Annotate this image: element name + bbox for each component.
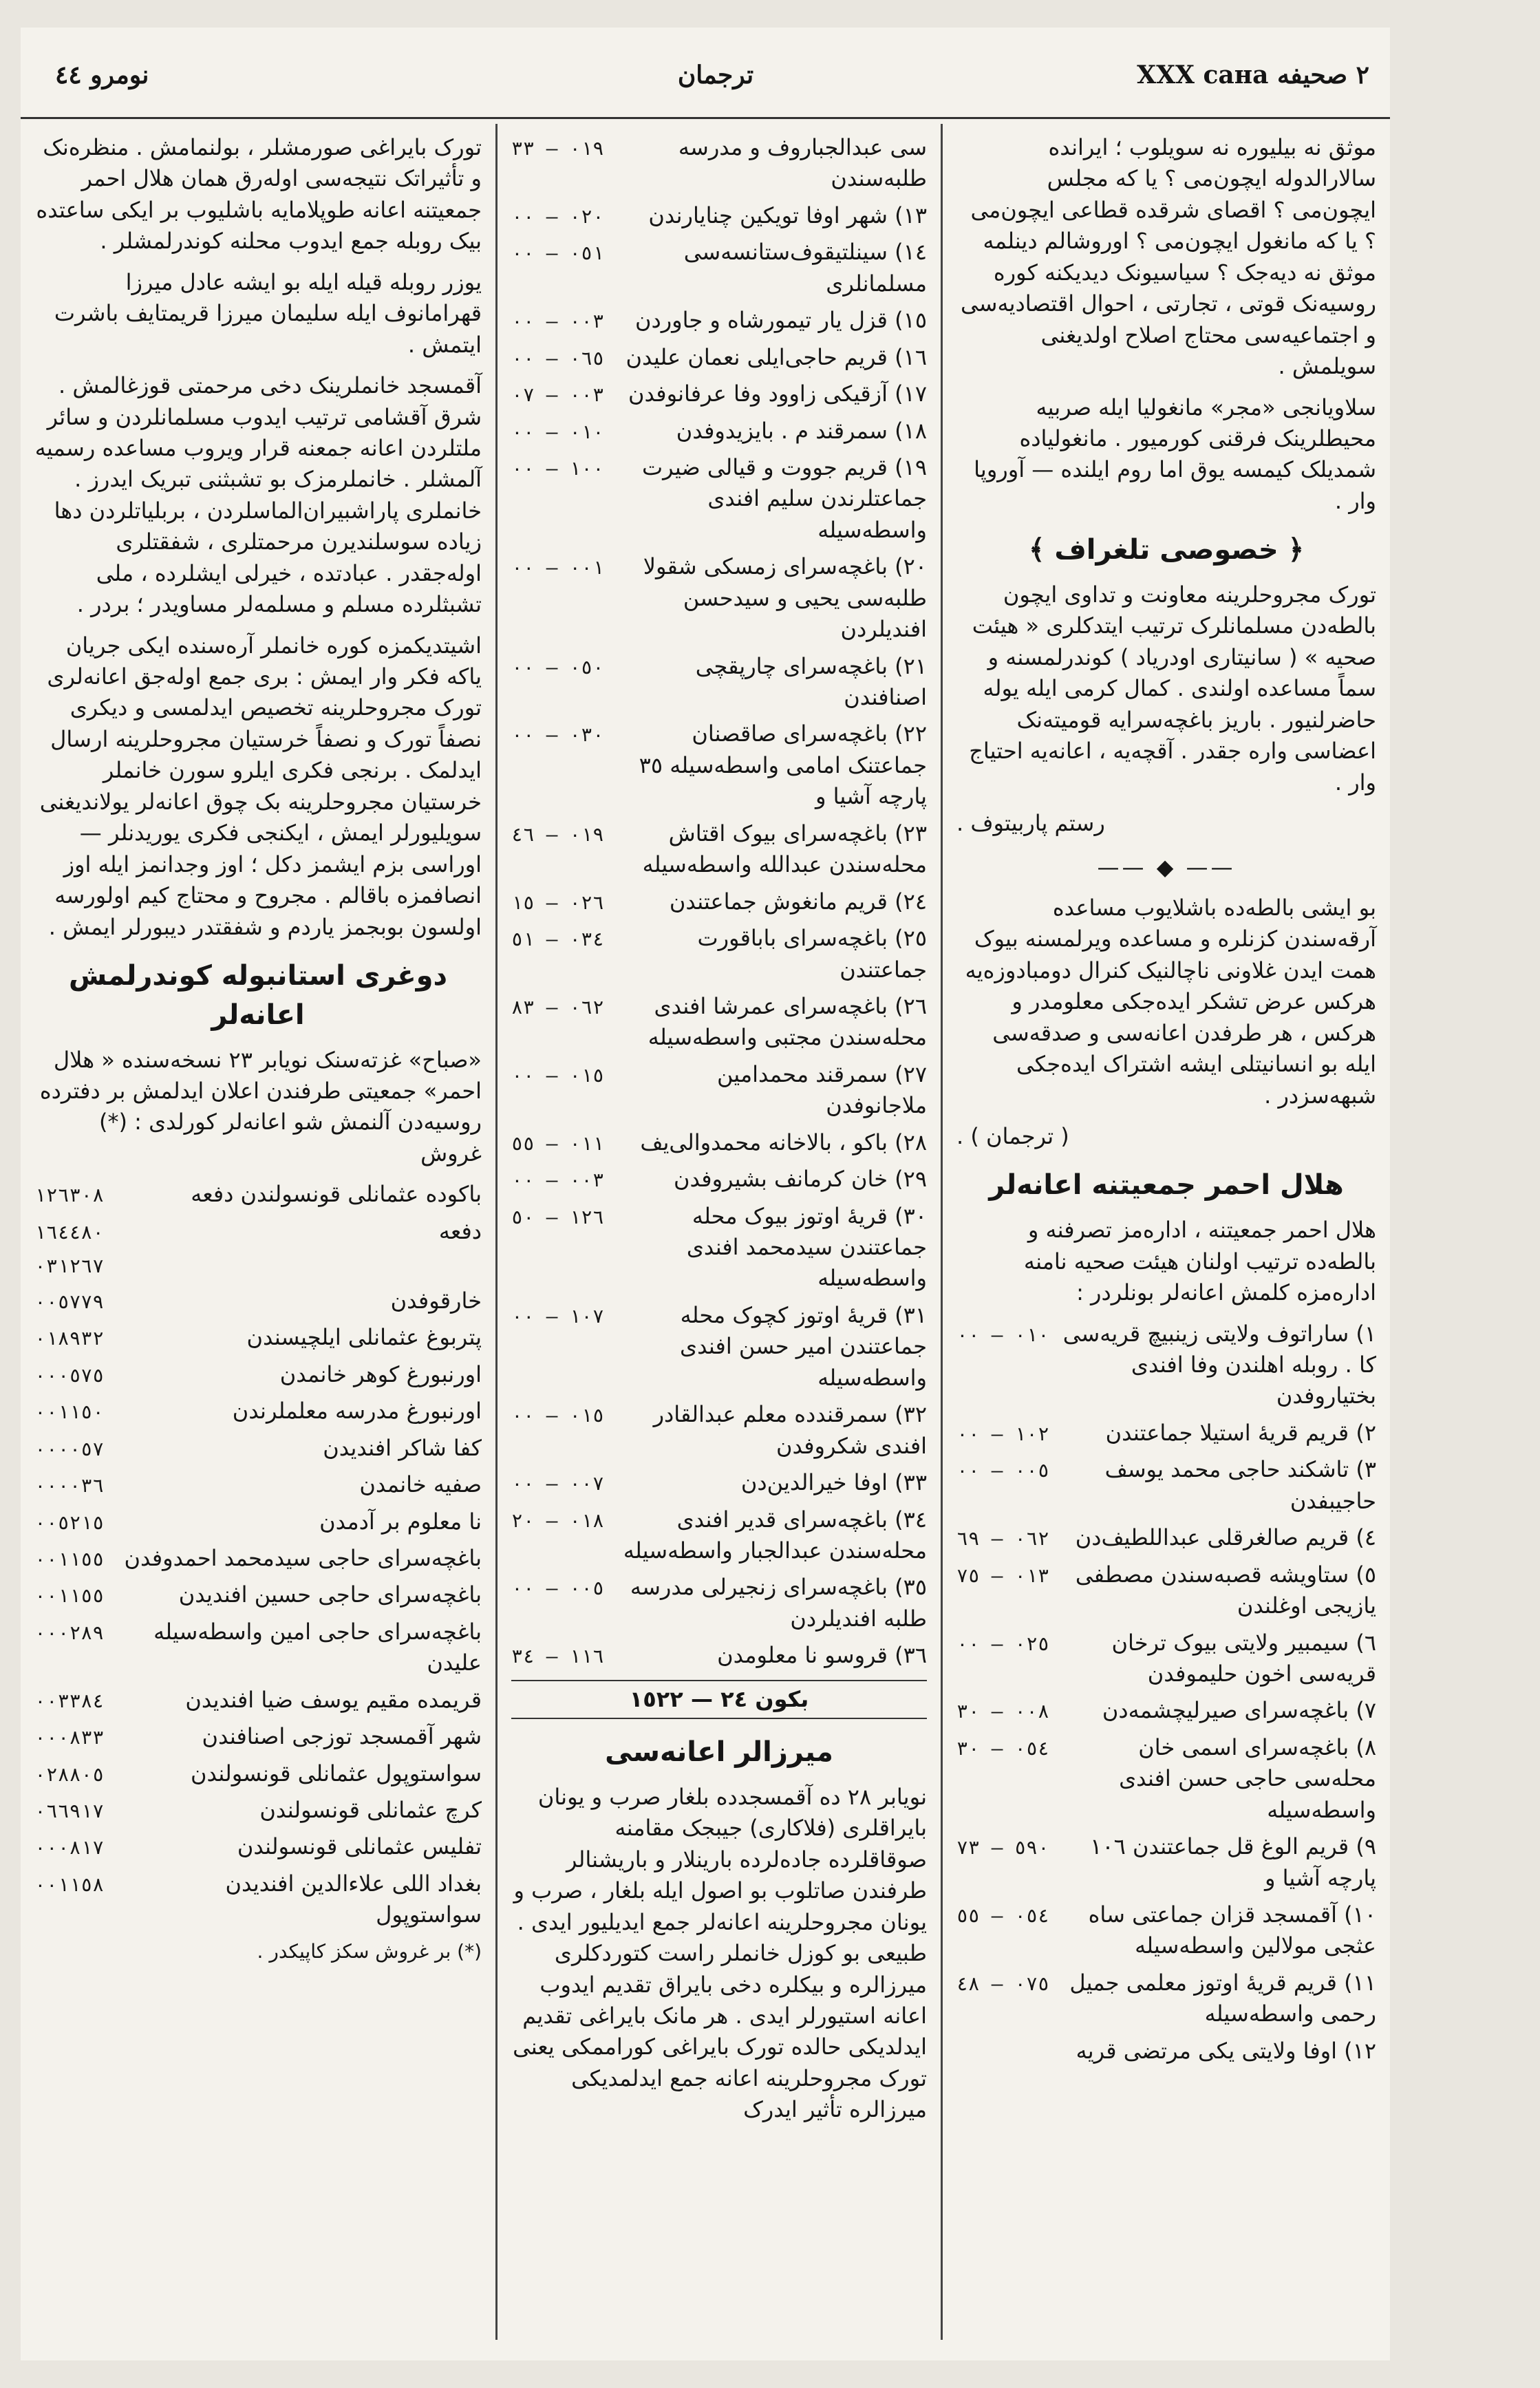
paragraph: تورک مجروحلرینه معاونت و تداوی ایچون بالطه‌دن مسلمانلرک ترتیب ایتدکلری « هیئت صحیه » ( سانیتاری اودریاد ) کوندرلمسنه و سماً مساعده اولندی . کمال کرمی ایله یوله حاضرلنیور . باریز باغچه‌سرایه قومیته‌نک اعضاسی واره جقدر . آقچه‌یه ، اعانه‌یه احتیاج وار . [969, 582, 1376, 796]
donor-name: سواستوپول عثمانلی قونسولندن [191, 1760, 482, 1787]
donor-name: ٣٤) باغچه‌سرای قدیر افندی‌ محله‌سندن عبدالجبار واسطه‌سیله [623, 1506, 927, 1564]
donor-name: ٣٠) قریهٔ اوتوز بیوک محله جماعتندن سیدمحمد افندی واسطه‌سیله [686, 1202, 927, 1292]
donation-amount: ٠٣١٢٦٧ [34, 1255, 105, 1278]
donor-name: ٥) ستاویشه قصبه‌سندن مصطفی یازیجی اوغلندن [1075, 1561, 1376, 1619]
donor-name: پتربوغ عثمانلی ایلچیسندن [246, 1324, 482, 1351]
donor-name: ٩) قریم الوغ قل جماعتندن ١٠٦ پارچه آشیا و [1090, 1833, 1376, 1891]
donor-name: ٣٢) سمرقندده معلم عبدالقادر افندی شکروفدن [653, 1401, 927, 1459]
donation-item [34, 1433, 482, 1464]
donation-amount: ١٠٢ — ٠٠ [956, 1422, 1049, 1445]
donor-name: سی عبدالجباروف و مدرسه طلبه‌سندن [678, 134, 927, 192]
donor-name: ١٩) قریم جووت و قیالی ضیرت جماعتلرندن سلیم افندی واسطه‌سیله [642, 454, 927, 543]
donor-name: ٣٥) باغچه‌سرای زنجیرلی مدرسه طلبه افندیلردن [630, 1574, 927, 1632]
section-title-mirzas: میرزالر اعانه‌سی [605, 1736, 833, 1769]
donation-item [956, 2036, 1376, 2067]
donation-amount: ٠٦٦٩١٧ [34, 1800, 105, 1823]
donation-item [34, 1216, 482, 1247]
donor-name: ٣١) قریهٔ اوتوز کچوک محله جماعتندن امیر حسن افندی واسطه‌سیله [680, 1301, 927, 1391]
donor-name: ١٦) قریم حاجی‌ایلی نعمان علیدن [625, 343, 927, 370]
donation-item [511, 305, 927, 336]
donation-amount: ٠٠١ — ٠٠ [511, 556, 604, 579]
donation-amount: ٠٠٠٠٣٦ [34, 1474, 105, 1497]
donation-item [511, 1640, 927, 1671]
donation-amount: ٠٥٠ — ٠٠ [511, 655, 604, 679]
donation-amount: ٠٠٥٢١٥ [34, 1511, 105, 1534]
donation-item [511, 237, 927, 299]
donation-item [34, 1286, 482, 1316]
paragraph: سلاویانجی «مجر» مانغولیا ایله صربیه محیطلرینک فرقنی کورمیور . مانغولیاده شمدیلک کیمسه یوق اما روم ایلنده — آوروپا وار . [974, 394, 1376, 514]
donation-item [511, 1572, 927, 1634]
donation-amount: ٠١٠ — ٠٠ [511, 420, 604, 443]
donor-name: بغداد اللی علاءالدین افندیدن سواستوپول [225, 1870, 482, 1928]
donor-name: باکوده عثمانلی قونسولندن دفعه [191, 1181, 482, 1208]
donation-amount: ١١٦ — ٣٤ [511, 1645, 604, 1668]
donor-name: ١٧) آزقیکی زاوود وفا عرفانوفدن [628, 381, 927, 407]
donor-name: ٢٦) باغچه‌سرای عمرشا افندی محله‌سندن مجتبی واسطه‌سیله [648, 992, 927, 1051]
paragraph: آقمسجد خانملرینک دخی مرحمتی قوزغالمش . شرق آقشامی ترتیب ایدوب مسلمانلردن و سائر ملتلردن اعانه جمعنه قرار ویروب مساعده رسمیه آلمشلر . خانملرمزک بو تشبثنی تبریک ایدرز . خانملری پاراشبیران‌الماسلردن ، بربلیاتلردن دها زیاده سوسلندیرن مرحمتلری ، شفقتلری اوله‌جقدر . عبادتده ، خیرلی ایشلرده ، ملی تشبثلرده مسلم و مسلمه‌لر مساویدر ؛ بردر . [34, 372, 482, 618]
donation-item [34, 1506, 482, 1537]
donor-name: ٤) قریم صالغرقلی عبداللطیف‌دن [1075, 1524, 1376, 1551]
donation-amount: ٠٠٣ — ٠٠ [511, 1169, 604, 1192]
newspaper-page [21, 28, 1390, 2360]
donation-amount: ٠٠١١٥٥ [34, 1584, 105, 1608]
donor-name: ٣٦) قروسو نا معلومدن [717, 1642, 927, 1669]
donation-item [34, 1831, 482, 1862]
donation-amount: ٠١٩ — ٣٣ [511, 137, 604, 160]
donor-name: باغچه‌سرای حاجی سیدمحمد احمدوفدن [124, 1544, 482, 1571]
donation-item [511, 818, 927, 881]
donor-name: ١٠) آقمسجد قزان جماعتی ساه عثجی مولالین واسطه‌سیله [1088, 1901, 1376, 1959]
donor-name: ١٢) اوفا ولایتی یکی مرتضی قریه‌ [1076, 2037, 1376, 2064]
donation-amount: ٠٧٥ — ٤٨ [956, 1972, 1049, 1995]
paragraph: بو ایشی بالطه‌ده باشلایوب مساعده آرقه‌سندن کزنلره و مساعده ویرلمسنه بیوک همت ایدن غلاونی ناچالنیک کنرال دومبادوزه‌یه هرکس عرض تشکر ایده‌جکی معلومدر و هرکس ، هر طرفدن اعانه‌سی و صدقه‌سی ایله بو انسانیتلی ایشه اشتراک ایده‌جکی شبهه‌سزدر . [965, 894, 1376, 1109]
donation-amount: ٠٠٧ — ٠٠ [511, 1472, 604, 1495]
donation-amount: ١٠٠ — ٠٠ [511, 456, 604, 480]
donation-item [956, 1559, 1376, 1622]
donation-list-left [34, 1179, 482, 1931]
donor-name: ١٥) قزل یار تیمورشاه و جاوردن [634, 307, 927, 334]
donation-amount: ٠٢٥ — ٠٠ [956, 1632, 1049, 1655]
donation-amount: ٠١٣ — ٧٥ [956, 1564, 1049, 1587]
donation-amount: ٠١٥ — ٠٠ [511, 1404, 604, 1427]
masthead-title: ترجمان [677, 61, 754, 89]
donor-name: ٨) باغچه‌سرای اسمی خان محله‌سی حاجی حسن افندی واسطه‌سیله [1119, 1734, 1376, 1823]
donation-item [511, 923, 927, 985]
donation-amount: ٠٥٤ — ٥٥ [956, 1904, 1049, 1928]
donation-item [511, 718, 927, 812]
donation-item [34, 1469, 482, 1500]
paragraph: هلال احمر جمعیتنه ، اداره‌مز تصرفنه و بالطه‌ده ترتیب اولنان هیئت صحیه نامنه اداره‌مزه کلمش اعانه‌لر بونلردر : [1023, 1217, 1376, 1306]
donation-item [34, 1685, 482, 1716]
section-title-istanbul: دوغری استانبوله کوندرلمش اعانه‌لر [68, 959, 448, 1031]
donation-item [956, 1522, 1376, 1553]
donation-item [956, 1968, 1376, 2030]
section-title-red-crescent: هلال احمر جمعیتنه اعانه‌لر [989, 1169, 1344, 1202]
donor-name: ٢٤) قریم مانغوش جماعتندن [669, 888, 927, 915]
page-number: XXX сана ٢ صحیفه [1137, 61, 1369, 89]
donation-item [511, 1164, 927, 1195]
donation-amount: ٠٠٣ — ٠٧ [511, 383, 604, 407]
paragraph: موثق نه بیلیوره نه سویلوب ؛ ایرانده سالارالدوله ایچون‌می ؟ یا که مجلس ایچون‌می ؟ اقصای شرقده قطاعی ایچون‌می ؟ یا که مانغول ایچون‌می ؟ اوروشالم دینلمه موثق نه دیه‌جک ؟ سیاسیونک دیدیکنه کوره روسیه‌نک قوتی ، تجارتی ، احوال اقتصادیه‌سی و اجتماعیه‌سی محتاج اصلاح اولدیغنی سویلمش . [961, 134, 1376, 380]
donation-item [511, 651, 927, 714]
donation-item [34, 1322, 482, 1353]
donation-amount: ٠١٥ — ٠٠ [511, 1063, 604, 1087]
donation-item [511, 416, 927, 447]
donation-amount: ٠٥١ — ٠٠ [511, 242, 604, 265]
donation-amount: ٠٠٥ — ٠٠ [511, 1577, 604, 1600]
donor-name: اورنبورغ مدرسه معلملرندن [232, 1398, 482, 1425]
donation-amount: ٠٠١١٥٥ [34, 1547, 105, 1570]
donation-item [34, 1721, 482, 1752]
paragraph: اشیتدیکمزه کوره خانملر آره‌سنده ایکی جریان یاکه فکر وار ایمش : بری جمع اوله‌جق اعانه‌لری تورک مجروحلرینه تخصیص ایدلمسی و دیکری نصفاً تورک و نصفاً خرستیان مجروحلرینه ارسال ایدلمک . برنجی فکری ایلرو سورن خانملر خرستیان مجروحلرینه بک چوق اعانه‌لر یولاندیغنی سویلیورلر ایمش ، ایکنجی فکری یوریدنلر — اوراسی بزم ایشمز دکل ؛ اوز وجدانمز ایله اوز انصافمزه باقالم . مجروح و محتاج کیم اولورسه اولسون بوبجمز یاردم و شفقتدر دیبورلر ایمش . [39, 632, 482, 940]
donor-name: نا معلوم بر آدمدن [319, 1508, 482, 1535]
donation-item [956, 1418, 1376, 1449]
donation-item [34, 1359, 482, 1390]
signature: رستم پاربیتوف . [956, 810, 1105, 837]
donation-item [34, 1396, 482, 1427]
donation-amount: ١٦٤٤٨٠ [34, 1220, 105, 1244]
donation-item [511, 1399, 927, 1462]
paragraph: یوزر روبله قیله ایله بو ایشه عادل میرزا قهرامانوف ایله سلیمان میرزا قریمتایف باشرت ایتمش . [54, 268, 482, 358]
donation-item [34, 1252, 482, 1280]
donation-item [956, 1831, 1376, 1894]
donor-name: تفلیس عثمانلی قونسولندن [237, 1833, 482, 1860]
donation-item [511, 1201, 927, 1294]
donation-amount: ٠٣٠ — ٠٠ [511, 723, 604, 747]
donation-amount: ٠١٨٩٣٢ [34, 1327, 105, 1350]
donor-name: ٢٣) باغچه‌سرای بیوک اقتاش محله‌سندن عبدالله واسطه‌سیله [642, 820, 927, 878]
donor-name: ٣٣) اوفا خیرالدین‌دن [740, 1469, 927, 1496]
donation-amount: ٠٠٥٧٧٩ [34, 1290, 105, 1313]
donation-amount: ٠٠١١٥٠ [34, 1400, 105, 1424]
donation-item [956, 1454, 1376, 1517]
running-total: بکون ٢٤ — ١٥٢٢ [511, 1680, 927, 1719]
page-header [21, 41, 1390, 119]
donor-name: باغچه‌سرای حاجی حسین افندیدن [178, 1581, 482, 1608]
donation-item [511, 1300, 927, 1394]
donor-name: ٢٨) باکو ، بالاخانه محمدوالی‌یف [640, 1129, 927, 1155]
donation-amount: ١٢٦٣٠٨ [34, 1184, 105, 1207]
donation-amount: ٠١٠ — ٠٠ [956, 1323, 1049, 1346]
donor-name: صفیه خانمدن [359, 1471, 482, 1498]
donation-item [34, 1543, 482, 1574]
donation-item [511, 1504, 927, 1567]
donation-amount: ٠٥٤ — ٣٠ [956, 1736, 1049, 1760]
donor-name: ٢٩) خان کرمانف بشیروفدن [673, 1166, 927, 1193]
donation-item [511, 1059, 927, 1122]
donation-item [511, 1127, 927, 1158]
donor-name: ١٤) سینلتیقوف‌ستانسه‌سی مسلمانلری [683, 239, 927, 297]
donor-name: ٣) تاشکند حاجی محمد یوسف حاجیبفدن [1104, 1456, 1376, 1514]
donation-item [34, 1868, 482, 1931]
footnote: (*) بر غروش سکز کاپیکدر . [257, 1939, 482, 1963]
donor-name: شهر آقمسجد توزجی اصنافندن [202, 1723, 482, 1750]
donor-name: ١٣) شهر اوفا تویکین چنایارندن [648, 202, 927, 228]
donation-amount: ٠٠٠٨١٧ [34, 1836, 105, 1859]
donation-amount: ٠١٩ — ٤٦ [511, 822, 604, 846]
donation-amount: ٠٦٥ — ٠٠ [511, 346, 604, 370]
donation-item [34, 1579, 482, 1610]
donation-amount: ٠٢٠ — ٠٠ [511, 204, 604, 228]
donation-item [956, 1319, 1376, 1412]
donation-item [956, 1899, 1376, 1962]
issue-number: نومرو ٤٤ [55, 61, 149, 89]
donation-item [956, 1732, 1376, 1826]
donation-item [511, 132, 927, 195]
donor-name: ٢٧) سمرقند محمدامین ملاجانوفدن [716, 1060, 927, 1119]
donation-amount: ٠٦٢ — ٦٩ [956, 1527, 1049, 1550]
donation-list-middle [511, 132, 927, 1672]
donor-name: ٦) سیمبیر ولایتی بیوک ترخان قریه‌سی اخون حلیموفدن [1111, 1629, 1376, 1687]
donation-amount: ٠٠١١٥٨ [34, 1873, 105, 1896]
donation-amount: ٠٠٨ — ٣٠ [956, 1700, 1049, 1723]
donation-amount: ٠٠٠٥٧٥ [34, 1363, 105, 1387]
column-left [21, 124, 495, 2340]
donation-item [511, 551, 927, 645]
donor-name: ٢٥) باغچه‌سرای باباقورت جماعتندن [697, 925, 927, 983]
donor-name: ٢٠) باغچه‌سرای زمسکی شقولا طلبه‌سی یحیی و سیدحسن افندیلردن [643, 553, 927, 643]
donation-amount: ٠٠٠٠٥٧ [34, 1437, 105, 1460]
paragraph: نویابر ٢٨ ده آقمسجدده بلغار صرب و یونان بایراقلری (فلاکاری) جیبجک مقامنه صوقاقلرده جاده‌لرده بارینلار و باریشنالر طرفندن صاتلوب بو اصول ایله بلغار ، صرب و یونان مجروحلرینه اعانه‌لر جمع ایدیلیور ایدی . طبیعی بو کوزل خانملر راست کتوردکلری میرزالره و بیکلره دخی بایراق تقدیم ایدوب اعانه استیورلر ایدی . هر مانک بایراغی تقدیم ایدلدیکی حالده تورک بایراغی کوراممکی یعنی تورک مجروحلرینه اعانه جمع ایدلمدیکی میرزالره تأثیر ایدرک [513, 1783, 927, 2123]
donation-amount: ٠١٨ — ٢٠ [511, 1509, 604, 1532]
donation-item [511, 200, 927, 231]
divider: —— ◆ —— [1097, 853, 1236, 880]
paragraph: «صباح» غزته‌سنک نویابر ٢٣ نسخه‌سنده « هلال احمر» جمعیتی طرفندن اعلان ایدلمش بر دفترده روسیه‌دن آلنمش شو اعانه‌لر کورلدی : (*) غروش [39, 1046, 482, 1166]
donation-item [34, 1617, 482, 1679]
column-right [943, 124, 1390, 2340]
donation-amount: ٠١١ — ٥٥ [511, 1131, 604, 1155]
donation-amount: ٥٩٠ — ٧٣ [956, 1836, 1049, 1859]
donation-item [511, 1467, 927, 1498]
donation-amount: ٠٠٠٢٨٩ [34, 1621, 105, 1644]
donation-amount: ١٠٧ — ٠٠ [511, 1304, 604, 1328]
donation-item [956, 1695, 1376, 1726]
section-title-telegram: ﴿ خصوصی تلغراف ﴾ [1028, 534, 1305, 566]
donor-name: ٧) باغچه‌سرای صیرلیچشمه‌دن [1102, 1697, 1376, 1724]
donation-amount: ٠٠٣ — ٠٠ [511, 310, 604, 333]
donation-item [34, 1758, 482, 1789]
donation-item [511, 379, 927, 409]
donation-list-right [956, 1319, 1376, 2067]
donation-amount: ٠٠٣٣٨٤ [34, 1689, 105, 1712]
donation-amount: ٠٠٠٨٣٣ [34, 1726, 105, 1749]
donor-name: ١) ساراتوف ولایتی زینبیچ قریه‌سی کا . روبله اهلندن وفا افندی بختیاروفدن [1062, 1320, 1376, 1409]
donor-name: دفعه [438, 1217, 482, 1244]
donation-amount: ٠٣٤ — ٥١ [511, 928, 604, 951]
donor-name: ١٨) سمرقند م . بایزیدوفدن [676, 417, 927, 444]
signature: ( ترجمان ) . [956, 1123, 1069, 1150]
donation-amount: ١٢٦ — ٥٠ [511, 1205, 604, 1228]
donor-name: ٢) قریم قریهٔ استیلا جماعتندن [1105, 1419, 1376, 1446]
donation-item [511, 452, 927, 546]
column-middle [495, 124, 943, 2340]
donation-item [511, 991, 927, 1054]
donation-item [511, 342, 927, 373]
donor-name: کفا شاکر افندیدن [323, 1434, 482, 1461]
donor-name: کرچ عثمانلی قونسولندن [259, 1797, 482, 1824]
donor-name: ٢١) باغچه‌سرای چارپقچی اصنافندن [695, 652, 927, 710]
donation-item [34, 1795, 482, 1826]
donation-amount: ٠٠٥ — ٠٠ [956, 1459, 1049, 1482]
donation-amount: ٠٢٦ — ١٥ [511, 891, 604, 914]
donor-name: خارقوفدن [390, 1287, 482, 1314]
donor-name: اورنبورغ کوهر خانمدن [279, 1361, 482, 1387]
donation-amount: ٠٢٨٨٠٥ [34, 1762, 105, 1786]
donor-name: ١١) قریم قریهٔ اوتوز معلمی جمیل رحمی واسطه‌سیله [1069, 1969, 1376, 2027]
paragraph: تورک بایراغی صورمشلر ، بولنمامش . منظره‌نک و تأثیراتک نتیجه‌سی اوله‌رق همان هلال احمر جمعیتنه اعانه طوپلامایه باشلیوب بر ایکی ساعتده بیک روبله جمع ایدوب محلنه کوندرلمشلر . [36, 134, 482, 255]
donation-item [34, 1179, 482, 1210]
donor-name: ٢٢) باغچه‌سرای صاقصنان جماعتنک امامی واسطه‌سیله ٣٥ پارچه آشیا و [639, 721, 927, 810]
donation-amount: ٠٦٢ — ٨٣ [511, 995, 604, 1019]
donation-item [956, 1628, 1376, 1690]
donor-name: باغچه‌سرای حاجی امین واسطه‌سیله علیدن [153, 1618, 482, 1676]
donor-name: قریمده مقیم یوسف ضیا افندیدن [185, 1686, 482, 1713]
donation-item [511, 886, 927, 917]
